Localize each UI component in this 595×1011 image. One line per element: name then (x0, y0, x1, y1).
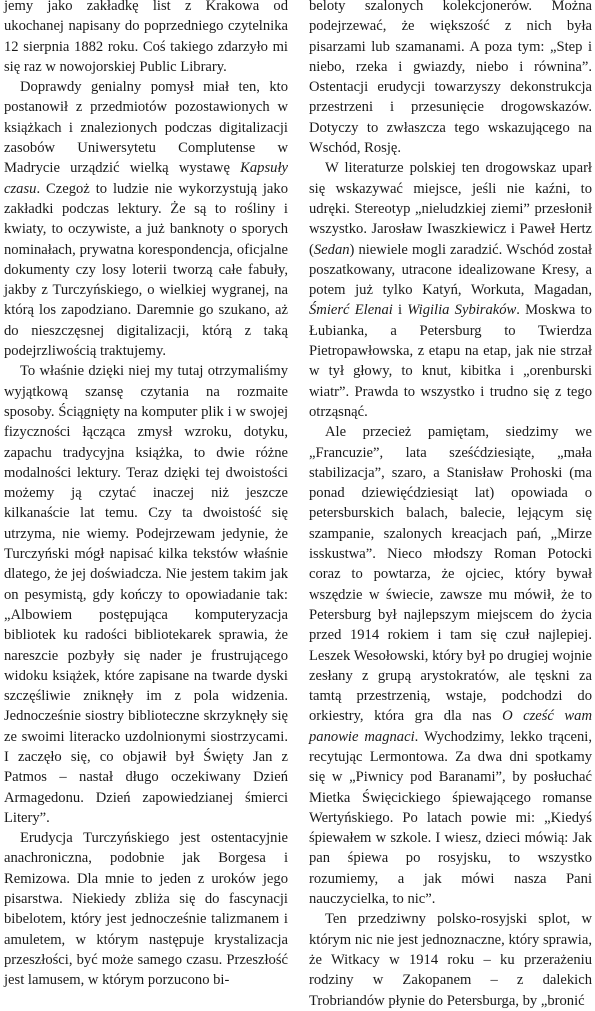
text-span: . Czegoż to ludzie nie wykorzystują jako zakładki podczas lektury. Że są to rośliny i kwiaty, to oczywiste, a już banknoty o sporych nominałach, prywatna korespondencja, oficjalne dokumenty czy losy loterii tworzą całe fabuły, jakby z Turczyńskiego, o wielkiej wygranej, na którą los zapodziano. Daremnie go szukano, aż do nieszczęsnej digitalizacji, którą z taką podejrzliwością traktujemy. (4, 180, 288, 360)
text-span: Ale przecież pamiętam, siedzimy we „Francuzie”, lata sześćdziesiąte, „mała stabilizacja”, szaro, a Stanisław Prohoski (ma ponad dziewięćdziesiąt lat) opowiada o petersburskich balach, balecie, lejącym się szampanie, szalonych kreacjach pań, „Mirze isskustwa”. Nieco młodszy Roman Potocki coraz to powtarza, że ojciec, który bywał wszędzie w świecie, zawsze mu mówił, że to Petersburg był najlepszym miejscem do życia przed 1914 rokiem i tam się czuł najlepiej. Leszek Wesołowski, który był po drugiej wojnie zesłany z grupą arystokratów, ale tęskni za tamtą przestrzenią, wstaje, podchodzi do orkiestry, która gra dla nas (309, 424, 592, 725)
paragraph (4, 77, 288, 361)
paragraph (309, 422, 592, 909)
text-span: . Moskwa to Łubianka, a Petersburg to Twierdza Pietropawłowska, z etapu na etap, jak nie strzał w tył głowy, to knut, kibitka i „orenburski wiatr”. Prawda to wszystko i trudno się z tego otrząsnąć. (309, 302, 592, 420)
paragraph: Ten przedziwny polsko-rosyjski splot, w którym nic nie jest jednoznaczne, który sprawia, że Witkacy w 1914 roku – ku przerażeniu rodziny w Zakopanem – z dalekich Trobriandów płynie do Petersburga, by „bronić (309, 911, 592, 1009)
italic-title: Śmierć Elenai (309, 302, 393, 319)
paragraph: Erudycja Turczyńskiego jest ostentacyjnie anachroniczna, podobnie jak Borgesa i Remizowa. Dla mnie to jeden z uroków jego pisarstwa. Niekiedy zbliża się do fascynacji bibelotem, który jest jednocześnie talizmanem i amuletem, w którym następuje krystalizacja przeszłości, być może samego czasu. Przeszłość jest lamusem, w którym porzucono bi- (4, 830, 288, 989)
paragraph: beloty szalonych kolekcjonerów. Można podejrzewać, że większość z nich była pisarzami lub szamanami. A poza tym: „Step i niebo, rzeka i gwiazdy, niebo i równina”. Ostentacji erudycji towarzyszy dekonstrukcja przestrzeni i przesunięcie drogowskazów. Dotyczy to zwłaszcza tego wskazującego na Wschód, Rosję. (309, 0, 592, 157)
text-span: i (392, 302, 408, 319)
italic-title: Wigilia Sybiraków (407, 302, 517, 319)
paragraph: jemy jako zakładkę list z Krakowa od ukochanej napisany do poprzedniego czytelnika 12 sierpnia 1882 roku. Coś takiego zdarzyło mi się raz w nowojorskiej Public Library. (4, 0, 288, 75)
paragraph: To właśnie dzięki niej my tutaj otrzymaliśmy wyjątkową szansę czytania na rozmaite sposoby. Ściągnięty na komputer plik i w swojej fizyczności łącząca zmysł wzroku, dotyku, zapachu tradycyjna książka, to dwie różne modalności lektury. Teraz dzięki tej dwoistości możemy ją czytać inaczej niż jeszcze kilkanaście lat temu. Czy ta dwoistość się utrzyma, nie wiemy. Podejrzewam jedynie, że Turczyński mógł napisać kilka tekstów właśnie dlatego, że jej doświadcza. Nie jestem takim jak on pesymistą, gdy kończy to opowiadanie tak: „Albowiem postępująca komputeryzacja bibliotek ku radości bibliotekarek sprawia, że nareszcie pozbyły się nader je frustrującego widoku książek, które zapisane na twarde dyski szczęśliwie zniknęły im z pola widzenia. Jednocześnie siostry biblioteczne skrzyknęły się ze swoimi literacko uzdolnionymi siostrzycami. I zaczęło się, co objawił był Święty Jan z Patmos – nastał długo oczekiwany Dzień Armagedonu. Dzień zapowiedzianej śmierci Litery”. (4, 363, 288, 826)
italic-title: Sedan (313, 241, 350, 258)
text-span: ) niewiele mogli zaradzić. Wschód został poszatkowany, utracone idealizowane Kresy, a potem już tylko Katyń, Workuta, Magadan, (309, 241, 592, 299)
paragraph (309, 158, 592, 422)
text-span: W literaturze polskiej ten drogowskaz uparł się wskazywać miejsce, jeśli nie kaźni, to udręki. Stereotyp „nieludzkiej ziemi” przesłonił wszystko. Jarosław Iwaszkiewicz i Paweł Hertz ( (309, 160, 592, 258)
text-span: Doprawdy genialny pomysł miał ten, kto postanowił z przedmiotów pozostawionych w książkach i znalezionych podczas digitalizacji zasobów Uniwersytetu Complutense w Madrycie urządzić wielką wystawę (4, 79, 288, 177)
text-column-right (309, 0, 592, 1011)
italic-title: Kapsuły czasu (4, 160, 288, 197)
text-span: . Wychodzimy, lekko trąceni, recytując Lermontowa. Za dwa dni spotkamy się w „Piwnicy pod Baranami”, by posłuchać Mietka Święcickiego śpiewającego romanse Wertyńskiego. Po latach powie mi: „Kiedyś śpiewałem w szkole. I wiesz, dzieci mówią: Jak pan śpiewa po rosyjsku, to wszystko rozumiemy, a jak mówi nasza Pani nauczycielka, to nic”. (309, 728, 592, 908)
italic-title: O cześć wam panowie magnaci (309, 708, 592, 745)
text-column-left (4, 0, 288, 991)
